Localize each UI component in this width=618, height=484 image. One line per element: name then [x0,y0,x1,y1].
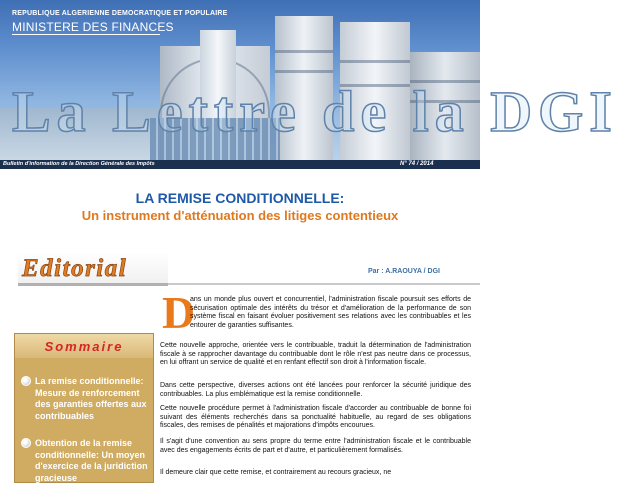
editorial-paragraph: Dans cette perspective, diverses actions ont été lancées pour renforcer la sécurité juridique des contribuables. La plus emblématique est la remise conditionnelle. [160,382,471,398]
ministry-underline [12,34,160,35]
editorial-author: Par : A.RAOUYA / DGI [368,268,440,275]
sommaire-item[interactable] [21,438,151,484]
editorial-divider [168,283,480,285]
article-subtitle: Un instrument d'atténuation des litiges contentieux [81,208,399,223]
bullet-icon [21,438,31,448]
editorial-paragraph: ans un monde plus ouvert et concurrentiel, l'administration fiscale poursuit ses efforts de sécurisation optimale des intérêts du trésor et d'amélioration de la performance de son système fiscal en faisant évoluer positivement ses relations avec les contribuables et les entourer de garanties suffisantes. [190,296,471,329]
article-title: LA REMISE CONDITIONNELLE: [135,190,345,206]
bulletin-label: Bulletin d'information de la Direction Générale des Impôts [3,161,155,167]
editorial-paragraph: Il s'agit d'une convention au sens propre du terme entre l'administration fiscale et le contribuable avec des engagements écrits de part et d'autre, et particulièrement formalisés. [160,438,471,454]
ministry-label: MINISTERE DES FINANCES [12,20,174,34]
editorial-label: Editorial [22,255,128,282]
republic-label: REPUBLIQUE ALGERIENNE DEMOCRATIQUE ET POPULAIRE [12,10,228,17]
sommaire-title: Sommaire [44,339,124,354]
masthead-title: La Lettre de la DGI [12,79,618,144]
editorial-logo [18,252,168,286]
editorial-paragraph: Il demeure clair que cette remise, et contrairement au recours gracieux, ne [160,469,392,476]
editorial-paragraph: Cette nouvelle approche, orientée vers le contribuable, traduit la détermination de l'administration fiscale à se rapprocher davantage du contribuable dont le rôle n'est pas neutre dans ce processus, en lui offrant un service de qualité et en renfant effectif son droit à l'information fiscale. [160,342,471,367]
issue-number: N° 74 / 2014 [400,161,434,167]
sommaire-header [15,334,153,358]
sommaire-item-text: Obtention de la remise conditionnelle: Un moyen d'exercice de la juridiction gracieuse [35,438,148,483]
drop-cap: D [162,287,196,338]
editorial-paragraph: Cette nouvelle procédure permet à l'administration fiscale d'accorder au contribuable de bonne foi suivant des éléments recherchés dans sa ponctualité habituelle, au regard de ses obligations fiscales, des remises de pénalités et majorations d'impôts encourues. [160,405,471,430]
sommaire-item[interactable] [21,376,151,422]
sommaire-panel [14,333,154,483]
sommaire-item-text: La remise conditionnelle: Mesure de renforcement des garanties offertes aux contribuables [35,376,147,421]
bullet-icon [21,376,31,386]
masthead-banner [0,0,618,160]
